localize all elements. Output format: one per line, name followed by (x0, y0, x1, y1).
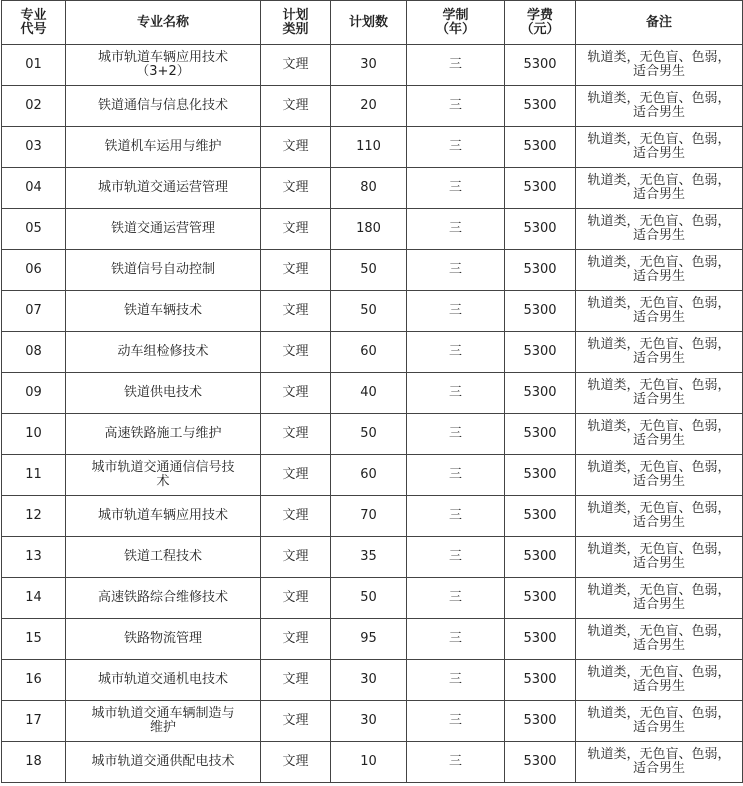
tuition-fee-cell: 5300 (505, 660, 576, 701)
major-name-cell: 铁道通信与信息化技术 (66, 86, 261, 127)
duration-years-cell: 三 (407, 619, 505, 660)
header-row (2, 1, 743, 45)
table-row (2, 701, 743, 742)
tuition-fee-cell: 5300 (505, 742, 576, 783)
note-cell: 轨道类，无色盲、色弱， 适合男生 (576, 373, 743, 414)
major-code-cell: 13 (2, 537, 66, 578)
plan-count-cell: 180 (331, 209, 407, 250)
duration-years-cell: 三 (407, 742, 505, 783)
plan-count-cell: 30 (331, 701, 407, 742)
table-row (2, 414, 743, 455)
table-row (2, 619, 743, 660)
header-code: 专业 代号 (2, 1, 66, 45)
tuition-fee-cell: 5300 (505, 578, 576, 619)
tuition-fee-cell: 5300 (505, 414, 576, 455)
duration-years-cell: 三 (407, 291, 505, 332)
table-row (2, 86, 743, 127)
duration-years-cell: 三 (407, 537, 505, 578)
note-cell: 轨道类，无色盲、色弱， 适合男生 (576, 414, 743, 455)
major-code-cell: 06 (2, 250, 66, 291)
plan-count-cell: 60 (331, 455, 407, 496)
tuition-fee-cell: 5300 (505, 619, 576, 660)
major-code-cell: 04 (2, 168, 66, 209)
note-cell: 轨道类，无色盲、色弱， 适合男生 (576, 332, 743, 373)
major-name-cell: 城市轨道车辆应用技术 (66, 496, 261, 537)
tuition-fee-cell: 5300 (505, 45, 576, 86)
table-row (2, 291, 743, 332)
table-body (2, 45, 743, 783)
plan-category-cell: 文理 (261, 127, 331, 168)
duration-years-cell: 三 (407, 660, 505, 701)
plan-category-cell: 文理 (261, 168, 331, 209)
note-cell: 轨道类，无色盲、色弱， 适合男生 (576, 660, 743, 701)
major-name-cell: 动车组检修技术 (66, 332, 261, 373)
plan-category-cell: 文理 (261, 45, 331, 86)
table-row (2, 373, 743, 414)
plan-count-cell: 40 (331, 373, 407, 414)
table-row (2, 455, 743, 496)
tuition-fee-cell: 5300 (505, 373, 576, 414)
major-code-cell: 03 (2, 127, 66, 168)
major-code-cell: 12 (2, 496, 66, 537)
header-category: 计划 类别 (261, 1, 331, 45)
header-note: 备注 (576, 1, 743, 45)
table-row (2, 496, 743, 537)
major-name-cell: 城市轨道交通通信信号技 术 (66, 455, 261, 496)
table-row (2, 250, 743, 291)
major-name-cell: 铁道机车运用与维护 (66, 127, 261, 168)
plan-count-cell: 30 (331, 45, 407, 86)
plan-category-cell: 文理 (261, 496, 331, 537)
duration-years-cell: 三 (407, 127, 505, 168)
plan-category-cell: 文理 (261, 537, 331, 578)
note-cell: 轨道类，无色盲、色弱， 适合男生 (576, 537, 743, 578)
note-cell: 轨道类，无色盲、色弱， 适合男生 (576, 209, 743, 250)
plan-category-cell: 文理 (261, 250, 331, 291)
tuition-fee-cell: 5300 (505, 250, 576, 291)
plan-category-cell: 文理 (261, 578, 331, 619)
duration-years-cell: 三 (407, 373, 505, 414)
major-code-cell: 08 (2, 332, 66, 373)
tuition-fee-cell: 5300 (505, 455, 576, 496)
major-name-cell: 高速铁路综合维修技术 (66, 578, 261, 619)
plan-count-cell: 70 (331, 496, 407, 537)
major-name-cell: 城市轨道交通车辆制造与 维护 (66, 701, 261, 742)
note-cell: 轨道类，无色盲、色弱， 适合男生 (576, 291, 743, 332)
major-code-cell: 09 (2, 373, 66, 414)
duration-years-cell: 三 (407, 209, 505, 250)
major-code-cell: 05 (2, 209, 66, 250)
table-row (2, 742, 743, 783)
plan-category-cell: 文理 (261, 209, 331, 250)
plan-count-cell: 50 (331, 250, 407, 291)
plan-count-cell: 50 (331, 291, 407, 332)
plan-category-cell: 文理 (261, 414, 331, 455)
table-row (2, 537, 743, 578)
header-count: 计划数 (331, 1, 407, 45)
major-code-cell: 10 (2, 414, 66, 455)
major-name-cell: 城市轨道交通供配电技术 (66, 742, 261, 783)
major-code-cell: 16 (2, 660, 66, 701)
note-cell: 轨道类，无色盲、色弱， 适合男生 (576, 619, 743, 660)
plan-category-cell: 文理 (261, 332, 331, 373)
major-code-cell: 15 (2, 619, 66, 660)
table-row (2, 45, 743, 86)
table-row (2, 168, 743, 209)
tuition-fee-cell: 5300 (505, 496, 576, 537)
plan-category-cell: 文理 (261, 455, 331, 496)
major-name-cell: 城市轨道交通运营管理 (66, 168, 261, 209)
table-row (2, 578, 743, 619)
duration-years-cell: 三 (407, 332, 505, 373)
plan-count-cell: 10 (331, 742, 407, 783)
duration-years-cell: 三 (407, 168, 505, 209)
duration-years-cell: 三 (407, 578, 505, 619)
note-cell: 轨道类，无色盲、色弱， 适合男生 (576, 742, 743, 783)
tuition-fee-cell: 5300 (505, 537, 576, 578)
tuition-fee-cell: 5300 (505, 86, 576, 127)
plan-category-cell: 文理 (261, 291, 331, 332)
note-cell: 轨道类，无色盲、色弱， 适合男生 (576, 496, 743, 537)
duration-years-cell: 三 (407, 455, 505, 496)
major-name-cell: 铁道供电技术 (66, 373, 261, 414)
major-name-cell: 高速铁路施工与维护 (66, 414, 261, 455)
enrollment-plan-table (1, 0, 743, 783)
tuition-fee-cell: 5300 (505, 332, 576, 373)
plan-count-cell: 50 (331, 578, 407, 619)
plan-count-cell: 20 (331, 86, 407, 127)
plan-count-cell: 110 (331, 127, 407, 168)
table-row (2, 660, 743, 701)
duration-years-cell: 三 (407, 45, 505, 86)
note-cell: 轨道类，无色盲、色弱， 适合男生 (576, 127, 743, 168)
plan-category-cell: 文理 (261, 742, 331, 783)
note-cell: 轨道类，无色盲、色弱， 适合男生 (576, 701, 743, 742)
major-name-cell: 铁路物流管理 (66, 619, 261, 660)
major-code-cell: 14 (2, 578, 66, 619)
duration-years-cell: 三 (407, 414, 505, 455)
plan-category-cell: 文理 (261, 660, 331, 701)
note-cell: 轨道类，无色盲、色弱， 适合男生 (576, 168, 743, 209)
plan-category-cell: 文理 (261, 701, 331, 742)
tuition-fee-cell: 5300 (505, 168, 576, 209)
note-cell: 轨道类，无色盲、色弱， 适合男生 (576, 578, 743, 619)
major-name-cell: 城市轨道车辆应用技术 （3+2） (66, 45, 261, 86)
header-name: 专业名称 (66, 1, 261, 45)
table-row (2, 332, 743, 373)
note-cell: 轨道类，无色盲、色弱， 适合男生 (576, 455, 743, 496)
plan-count-cell: 50 (331, 414, 407, 455)
note-cell: 轨道类，无色盲、色弱， 适合男生 (576, 45, 743, 86)
plan-count-cell: 30 (331, 660, 407, 701)
major-code-cell: 17 (2, 701, 66, 742)
major-code-cell: 18 (2, 742, 66, 783)
plan-count-cell: 95 (331, 619, 407, 660)
header-fee: 学费 （元） (505, 1, 576, 45)
table-row (2, 127, 743, 168)
tuition-fee-cell: 5300 (505, 291, 576, 332)
plan-count-cell: 60 (331, 332, 407, 373)
major-name-cell: 铁道工程技术 (66, 537, 261, 578)
major-name-cell: 城市轨道交通机电技术 (66, 660, 261, 701)
major-name-cell: 铁道车辆技术 (66, 291, 261, 332)
plan-count-cell: 35 (331, 537, 407, 578)
tuition-fee-cell: 5300 (505, 209, 576, 250)
note-cell: 轨道类，无色盲、色弱， 适合男生 (576, 250, 743, 291)
duration-years-cell: 三 (407, 496, 505, 537)
plan-category-cell: 文理 (261, 86, 331, 127)
header-years: 学制 （年） (407, 1, 505, 45)
major-code-cell: 01 (2, 45, 66, 86)
tuition-fee-cell: 5300 (505, 127, 576, 168)
note-cell: 轨道类，无色盲、色弱， 适合男生 (576, 86, 743, 127)
major-code-cell: 02 (2, 86, 66, 127)
duration-years-cell: 三 (407, 250, 505, 291)
table-row (2, 209, 743, 250)
major-code-cell: 07 (2, 291, 66, 332)
table-header (2, 1, 743, 45)
duration-years-cell: 三 (407, 701, 505, 742)
plan-category-cell: 文理 (261, 373, 331, 414)
duration-years-cell: 三 (407, 86, 505, 127)
tuition-fee-cell: 5300 (505, 701, 576, 742)
plan-count-cell: 80 (331, 168, 407, 209)
plan-category-cell: 文理 (261, 619, 331, 660)
major-name-cell: 铁道信号自动控制 (66, 250, 261, 291)
major-name-cell: 铁道交通运营管理 (66, 209, 261, 250)
major-code-cell: 11 (2, 455, 66, 496)
